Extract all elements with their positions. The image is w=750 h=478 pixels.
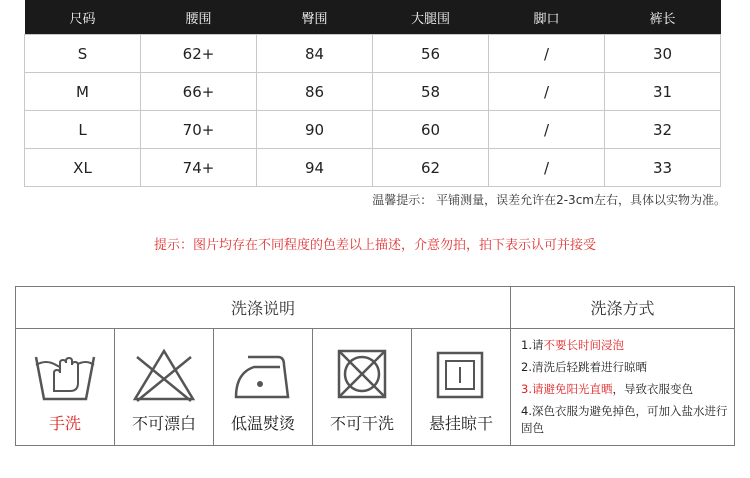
method-3-rest: ，导致衣服变色 [612, 382, 693, 396]
hand-wash-icon [32, 343, 98, 405]
care-instructions-panel [15, 286, 735, 446]
cell-size: M [25, 73, 141, 111]
table-row [25, 149, 721, 187]
care-methods-list [521, 337, 731, 442]
header-size: 尺码 [25, 0, 141, 35]
method-item: 4.深色衣服为避免掉色，可加入盐水进行固色 [521, 404, 728, 435]
cell-hip: 86 [257, 73, 373, 111]
cell-hip: 84 [257, 35, 373, 73]
header-hip: 臀围 [257, 0, 373, 35]
cell-thigh: 56 [373, 35, 489, 73]
cell-size: XL [25, 149, 141, 187]
care-symbol-low-iron [214, 329, 313, 445]
cell-hip: 90 [257, 111, 373, 149]
cell-waist: 74+ [141, 149, 257, 187]
method-item [521, 381, 731, 398]
cell-hip: 94 [257, 149, 373, 187]
care-label-line-dry: 悬挂晾干 [428, 414, 493, 433]
method-1-prefix: 1.请 [521, 338, 544, 352]
care-label-no-tumble-dry: 不可干洗 [329, 414, 394, 433]
cell-size: S [25, 35, 141, 73]
care-symbol-no-bleach [115, 329, 214, 445]
header-hem: 脚口 [489, 0, 605, 35]
cell-thigh: 62 [373, 149, 489, 187]
care-symbols-row [16, 329, 511, 445]
cell-waist: 70+ [141, 111, 257, 149]
size-table [24, 0, 721, 187]
cell-thigh: 60 [373, 111, 489, 149]
method-3-highlight: 3.请避免阳光直晒 [521, 382, 613, 396]
table-row [25, 73, 721, 111]
cell-thigh: 58 [373, 73, 489, 111]
method-item [521, 337, 731, 354]
method-1-highlight: 不要长时间浸泡 [543, 338, 624, 352]
cell-length: 33 [605, 149, 721, 187]
measurement-tip: 温馨提示： 平铺测量，误差允许在2-3cm左右，具体以实物为准。 [372, 193, 726, 207]
cell-length: 30 [605, 35, 721, 73]
line-dry-icon [428, 343, 494, 405]
cell-hem: / [489, 35, 605, 73]
header-thigh: 大腿围 [373, 0, 489, 35]
header-length: 裤长 [605, 0, 721, 35]
care-label-low-iron: 低温熨烫 [230, 414, 295, 433]
cell-hem: / [489, 73, 605, 111]
cell-length: 32 [605, 111, 721, 149]
care-symbol-hand-wash [16, 329, 115, 445]
care-symbol-no-tumble-dry [313, 329, 412, 445]
low-iron-icon [230, 343, 296, 405]
color-disclaimer: 提示：图片均存在不同程度的色差以上描述，介意勿拍，拍下表示认可并接受 [153, 238, 596, 253]
size-table-header [25, 0, 721, 35]
cell-length: 31 [605, 73, 721, 111]
table-row [25, 35, 721, 73]
cell-size: L [25, 111, 141, 149]
header-waist: 腰围 [141, 0, 257, 35]
cell-waist: 66+ [141, 73, 257, 111]
care-label-no-bleach: 不可漂白 [131, 414, 196, 433]
method-item: 2.清洗后轻跳着进行晾晒 [521, 360, 647, 374]
no-bleach-icon [131, 343, 197, 405]
care-methods-title: 洗涤方式 [511, 287, 734, 329]
care-symbol-line-dry [412, 329, 511, 445]
cell-hem: / [489, 111, 605, 149]
no-tumble-dry-icon [329, 343, 395, 405]
cell-waist: 62+ [141, 35, 257, 73]
care-symbols-title: 洗涤说明 [16, 287, 511, 329]
table-row [25, 111, 721, 149]
care-label-hand-wash: 手洗 [48, 414, 81, 433]
cell-hem: / [489, 149, 605, 187]
